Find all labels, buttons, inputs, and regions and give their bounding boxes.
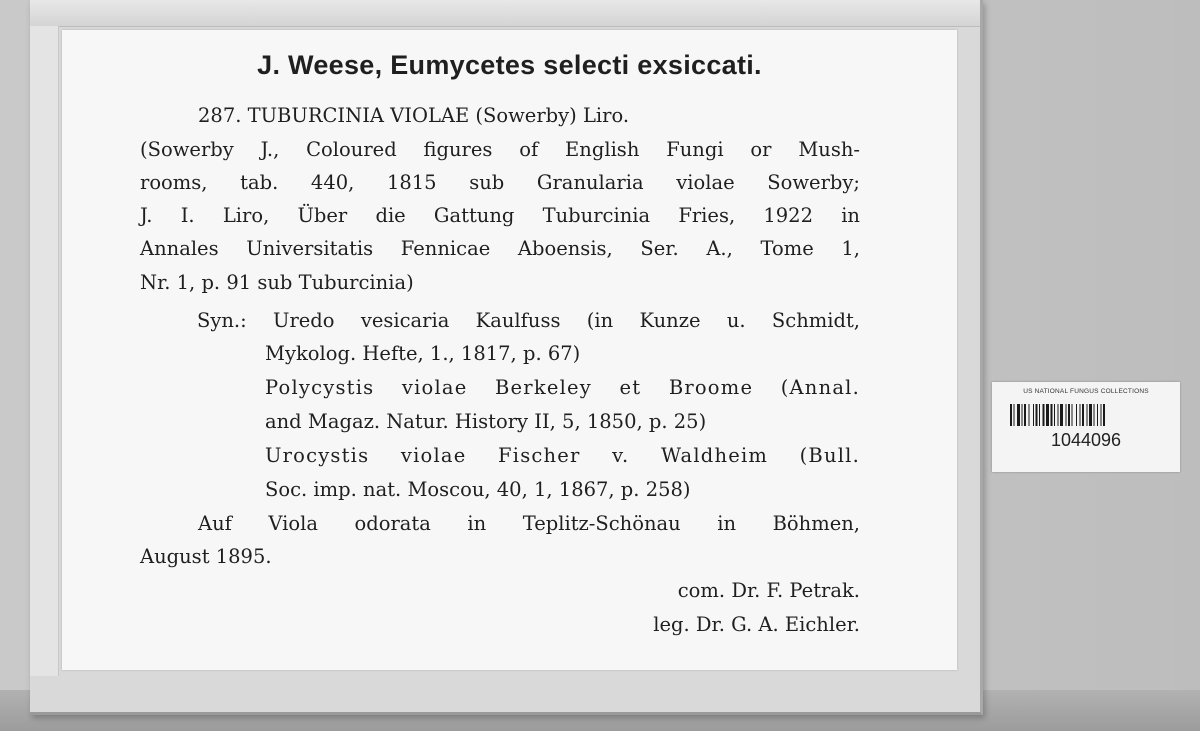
label-line-communicated-by: com. Dr. F. Petrak. [677,579,860,602]
barcode-number: 1044096 [1050,430,1122,450]
label-line-date: August 1895. [140,545,272,568]
label-line-citation-5: Nr. 1, p. 91 sub Tuburcinia) [140,271,414,294]
label-line-citation-2: rooms, tab. 440, 1815 sub Granularia violae Sowerby; [140,171,860,194]
label-text-block [62,30,957,670]
packet-flap [30,0,980,27]
specimen-label [62,30,957,670]
label-line-synonym-3: Urocystis violae Fischer v. Waldheim (Bull. [265,444,860,467]
label-line-synonym-2-ref: and Magaz. Natur. History II, 5, 1850, p. 25) [265,410,707,433]
label-line-collected-by: leg. Dr. G. A. Eichler. [653,613,860,636]
packet-side-fold [30,26,59,676]
label-line-synonym-2: Polycystis violae Berkeley et Broome (Annal. [265,376,860,399]
barcode-collection-name: US NATIONAL FUNGUS COLLECTIONS [1023,388,1149,395]
barcode-label [992,382,1180,472]
label-line-synonym-1: Syn.: Uredo vesicaria Kaulfuss (in Kunze u. Schmidt, [197,309,860,332]
barcode-bars [1010,404,1162,426]
label-line-synonym-1-ref: Mykolog. Hefte, 1., 1817, p. 67) [265,342,581,365]
label-line-species: 287. TUBURCINIA VIOLAE (Sowerby) Liro. [198,104,630,127]
label-line-citation-4: Annales Universitatis Fennicae Aboensis, Ser. A., Tome 1, [140,237,860,260]
label-heading: J. Weese, Eumycetes selecti exsiccati. [257,50,762,80]
label-line-host: Auf Viola odorata in Teplitz-Schönau in Böhmen, [198,512,860,535]
label-line-citation-1: (Sowerby J., Coloured figures of English Fungi or Mush- [140,138,860,161]
label-line-synonym-3-ref: Soc. imp. nat. Moscou, 40, 1, 1867, p. 258) [265,478,691,501]
label-line-citation-3: J. I. Liro, Über die Gattung Tuburcinia Fries, 1922 in [140,204,860,227]
